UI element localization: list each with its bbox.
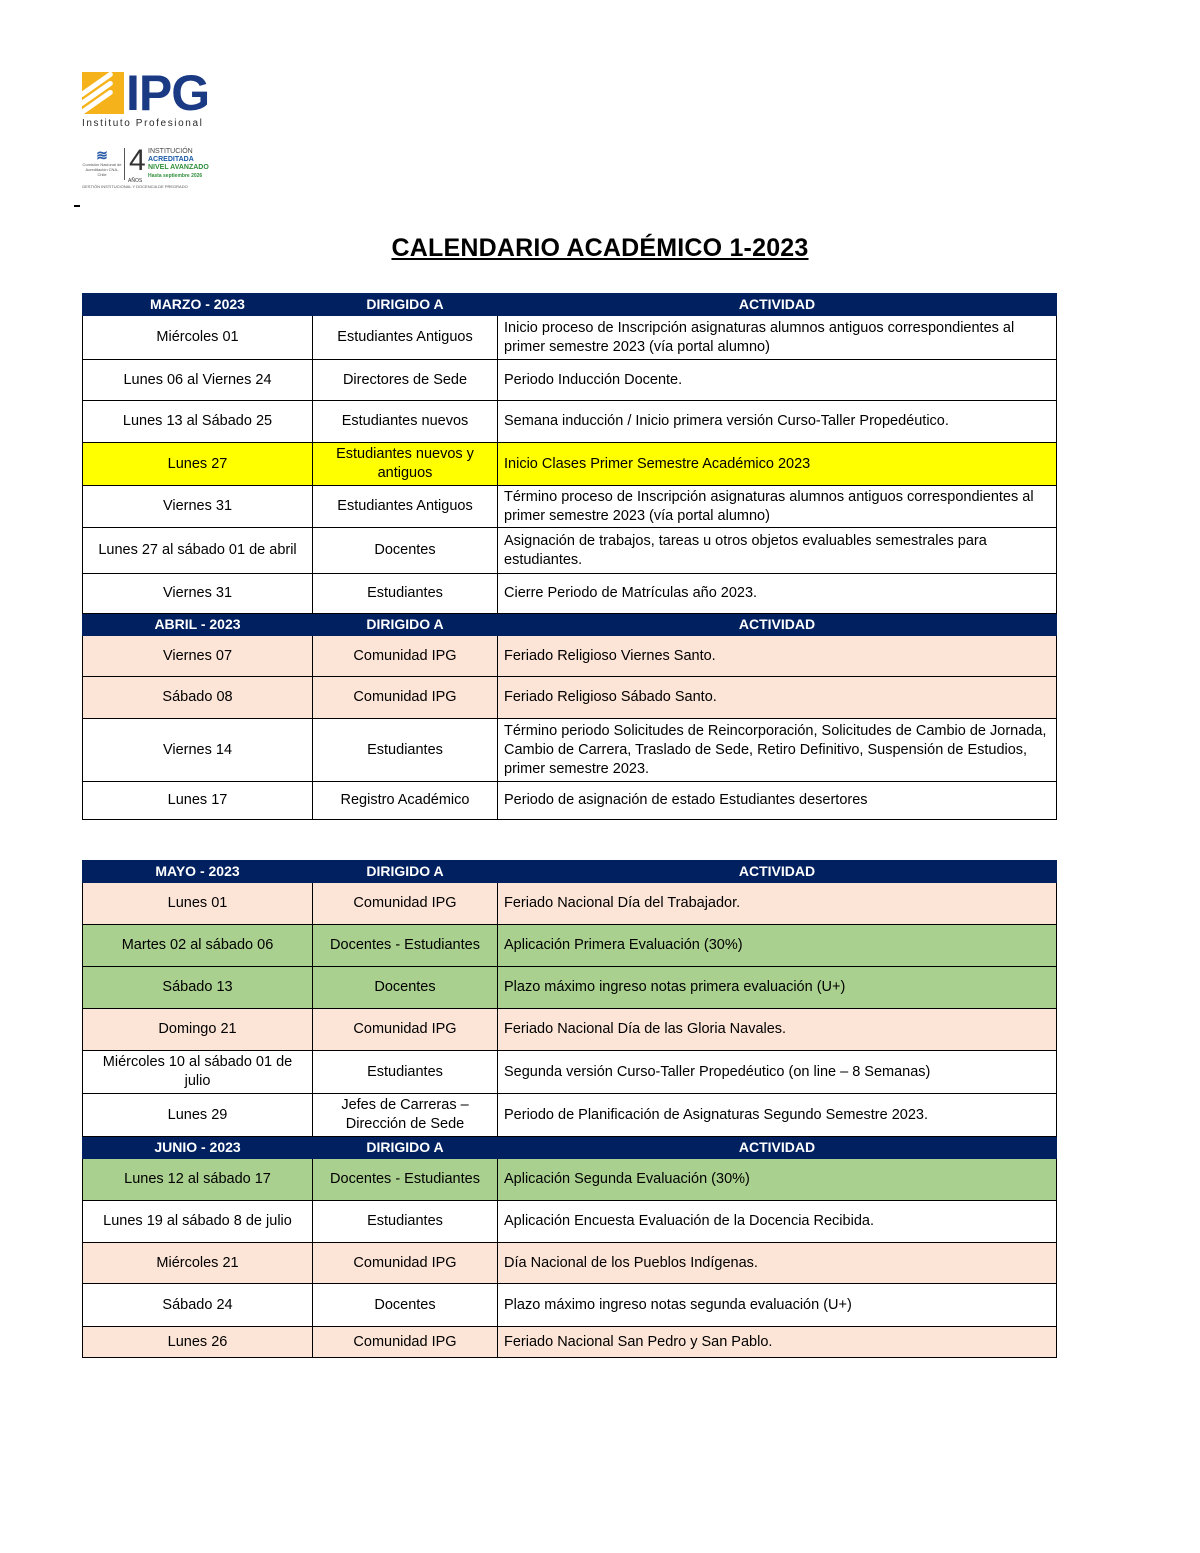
table-row — [83, 782, 1057, 820]
date-cell: Lunes 13 al Sábado 25 — [83, 401, 313, 443]
table-row — [83, 1243, 1057, 1284]
activity-cell: Periodo Inducción Docente. — [498, 360, 1057, 401]
audience-cell: Docentes — [313, 967, 498, 1009]
audience-cell: Estudiantes Antiguos — [313, 316, 498, 360]
date-cell: Lunes 06 al Viernes 24 — [83, 360, 313, 401]
date-cell: Viernes 31 — [83, 486, 313, 528]
activity-cell: Segunda versión Curso-Taller Propedéutico (on line – 8 Semanas) — [498, 1051, 1057, 1094]
table-row — [83, 360, 1057, 401]
audience-cell: Docentes - Estudiantes — [313, 925, 498, 967]
date-cell: Lunes 29 — [83, 1094, 313, 1137]
audience-cell: Estudiantes — [313, 1201, 498, 1243]
audience-header: DIRIGIDO A — [313, 1137, 498, 1159]
activity-cell: Feriado Nacional Día de las Gloria Navales. — [498, 1009, 1057, 1051]
table-row — [83, 1201, 1057, 1243]
audience-cell: Directores de Sede — [313, 360, 498, 401]
accreditation-years: 4 — [129, 144, 146, 177]
activity-cell: Aplicación Segunda Evaluación (30%) — [498, 1159, 1057, 1201]
activity-cell: Aplicación Encuesta Evaluación de la Docencia Recibida. — [498, 1201, 1057, 1243]
month-header-row — [83, 861, 1057, 883]
table-row — [83, 486, 1057, 528]
date-cell: Martes 02 al sábado 06 — [83, 925, 313, 967]
activity-cell: Semana inducción / Inicio primera versión Curso-Taller Propedéutico. — [498, 401, 1057, 443]
table-row — [83, 967, 1057, 1009]
date-cell: Lunes 26 — [83, 1327, 313, 1358]
accreditation-text: INSTITUCIÓN ACREDITADA NIVEL AVANZADO Hasta septiembre 2026 — [148, 148, 209, 179]
activity-cell: Término periodo Solicitudes de Reincorporación, Solicitudes de Cambio de Jornada, Cambio de Carrera, Traslado de Sede, Retiro Definitivo, Suspensión de Estudios, primer semestre 2023. — [498, 719, 1057, 782]
activity-cell: Día Nacional de los Pueblos Indígenas. — [498, 1243, 1057, 1284]
audience-cell: Docentes - Estudiantes — [313, 1159, 498, 1201]
table-row — [83, 528, 1057, 574]
activity-cell: Inicio Clases Primer Semestre Académico 2023 — [498, 443, 1057, 486]
date-cell: Lunes 12 al sábado 17 — [83, 1159, 313, 1201]
table-row — [83, 443, 1057, 486]
audience-cell: Estudiantes — [313, 719, 498, 782]
audience-cell: Comunidad IPG — [313, 1009, 498, 1051]
audience-cell: Docentes — [313, 1284, 498, 1327]
audience-cell: Estudiantes nuevos y antiguos — [313, 443, 498, 486]
calendar-table-may-june — [82, 860, 1057, 1358]
table-row — [83, 574, 1057, 614]
date-cell: Miércoles 01 — [83, 316, 313, 360]
activity-header: ACTIVIDAD — [498, 861, 1057, 883]
month-header: JUNIO - 2023 — [83, 1137, 313, 1159]
activity-cell: Aplicación Primera Evaluación (30%) — [498, 925, 1057, 967]
audience-header: DIRIGIDO A — [313, 614, 498, 636]
date-cell: Sábado 24 — [83, 1284, 313, 1327]
table-row — [83, 925, 1057, 967]
date-cell: Lunes 27 al sábado 01 de abril — [83, 528, 313, 574]
table-row — [83, 1009, 1057, 1051]
audience-cell: Estudiantes nuevos — [313, 401, 498, 443]
activity-cell: Plazo máximo ingreso notas segunda evaluación (U+) — [498, 1284, 1057, 1327]
logo-name: IPG — [126, 65, 210, 121]
table-row — [83, 1051, 1057, 1094]
date-cell: Viernes 31 — [83, 574, 313, 614]
month-header: MAYO - 2023 — [83, 861, 313, 883]
activity-cell: Feriado Nacional Día del Trabajador. — [498, 883, 1057, 925]
table-row — [83, 636, 1057, 677]
date-cell: Lunes 01 — [83, 883, 313, 925]
audience-cell: Comunidad IPG — [313, 1243, 498, 1284]
date-cell: Domingo 21 — [83, 1009, 313, 1051]
cna-seal: ≋ Comisión Nacional de Acreditación CNA-Chile — [82, 147, 122, 177]
date-cell: Sábado 08 — [83, 677, 313, 719]
date-cell: Lunes 27 — [83, 443, 313, 486]
audience-cell: Registro Académico — [313, 782, 498, 820]
audience-cell: Estudiantes — [313, 574, 498, 614]
activity-cell: Asignación de trabajos, tareas u otros objetos evaluables semestrales para estudiantes. — [498, 528, 1057, 574]
activity-cell: Inicio proceso de Inscripción asignaturas alumnos antiguos correspondientes al primer semestre 2023 (vía portal alumno) — [498, 316, 1057, 360]
activity-cell: Periodo de asignación de estado Estudiantes desertores — [498, 782, 1057, 820]
calendar-table-march-april — [82, 293, 1057, 820]
audience-cell: Comunidad IPG — [313, 1327, 498, 1358]
month-header-row — [83, 294, 1057, 316]
audience-header: DIRIGIDO A — [313, 861, 498, 883]
audience-cell: Jefes de Carreras – Dirección de Sede — [313, 1094, 498, 1137]
table-row — [83, 1327, 1057, 1358]
ipg-logo — [82, 65, 222, 129]
month-header: MARZO - 2023 — [83, 294, 313, 316]
date-cell: Miércoles 21 — [83, 1243, 313, 1284]
month-header: ABRIL - 2023 — [83, 614, 313, 636]
date-cell: Miércoles 10 al sábado 01 de julio — [83, 1051, 313, 1094]
activity-header: ACTIVIDAD — [498, 1137, 1057, 1159]
activity-cell: Feriado Nacional San Pedro y San Pablo. — [498, 1327, 1057, 1358]
audience-header: DIRIGIDO A — [313, 294, 498, 316]
activity-header: ACTIVIDAD — [498, 294, 1057, 316]
activity-cell: Plazo máximo ingreso notas primera evaluación (U+) — [498, 967, 1057, 1009]
activity-header: ACTIVIDAD — [498, 614, 1057, 636]
audience-cell: Comunidad IPG — [313, 677, 498, 719]
accreditation-footer: GESTIÓN INSTITUCIONAL Y DOCENCIA DE PREGRADO — [82, 184, 188, 189]
page-title: CALENDARIO ACADÉMICO 1-2023 — [391, 234, 809, 262]
audience-cell: Estudiantes Antiguos — [313, 486, 498, 528]
accreditation-years-label: AÑOS — [128, 178, 143, 184]
date-cell: Sábado 13 — [83, 967, 313, 1009]
month-header-row — [83, 614, 1057, 636]
table-row — [83, 401, 1057, 443]
date-cell: Viernes 07 — [83, 636, 313, 677]
activity-cell: Feriado Religioso Sábado Santo. — [498, 677, 1057, 719]
date-cell: Viernes 14 — [83, 719, 313, 782]
table-row — [83, 1159, 1057, 1201]
table-row — [83, 883, 1057, 925]
audience-cell: Comunidad IPG — [313, 636, 498, 677]
logo-subtitle: Instituto Profesional — [82, 118, 204, 129]
date-cell: Lunes 17 — [83, 782, 313, 820]
date-cell: Lunes 19 al sábado 8 de julio — [83, 1201, 313, 1243]
audience-cell: Docentes — [313, 528, 498, 574]
activity-cell: Término proceso de Inscripción asignaturas alumnos antiguos correspondientes al primer semestre 2023 (vía portal alumno) — [498, 486, 1057, 528]
month-header-row — [83, 1137, 1057, 1159]
table-row — [83, 1284, 1057, 1327]
audience-cell: Estudiantes — [313, 1051, 498, 1094]
activity-cell: Cierre Periodo de Matrículas año 2023. — [498, 574, 1057, 614]
table-row — [83, 1094, 1057, 1137]
activity-cell: Periodo de Planificación de Asignaturas Segundo Semestre 2023. — [498, 1094, 1057, 1137]
sun-icon — [82, 72, 124, 114]
accreditation-badge — [82, 146, 222, 190]
table-row — [83, 316, 1057, 360]
audience-cell: Comunidad IPG — [313, 883, 498, 925]
table-row — [83, 719, 1057, 782]
table-row — [83, 677, 1057, 719]
stray-dash — [74, 205, 80, 207]
activity-cell: Feriado Religioso Viernes Santo. — [498, 636, 1057, 677]
